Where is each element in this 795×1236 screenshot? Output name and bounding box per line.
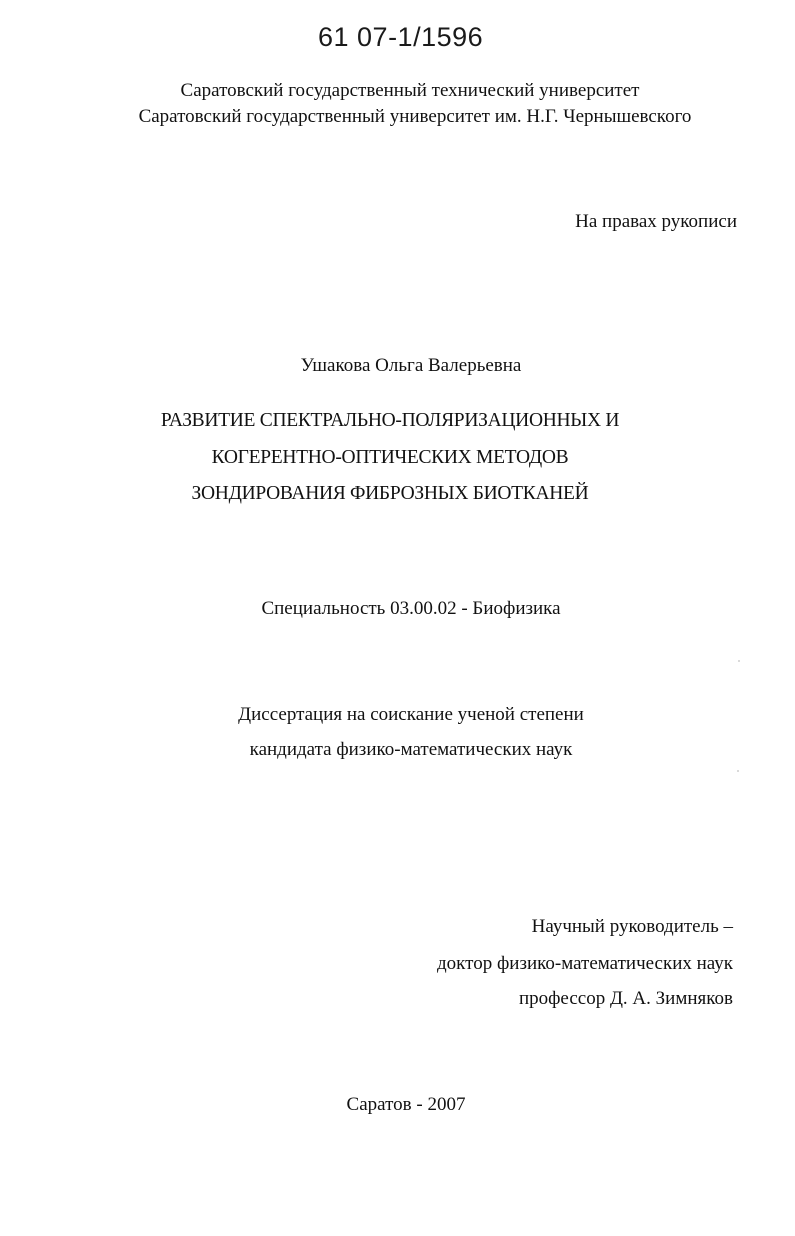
supervisor-degree: доктор физико-математических наук (437, 953, 733, 974)
thesis-title-line-2: КОГЕРЕНТНО-ОПТИЧЕСКИХ МЕТОДОВ (211, 447, 569, 468)
thesis-title-line-3: ЗОНДИРОВАНИЯ ФИБРОЗНЫХ БИОТКАНЕЙ (191, 483, 589, 504)
scan-speck (738, 660, 740, 662)
author-name: Ушакова Ольга Валерьевна (300, 355, 522, 376)
degree-line-1: Диссертация на соискание ученой степени (238, 704, 584, 725)
manuscript-rights-note: На правах рукописи (575, 211, 737, 232)
university-line-2: Саратовский государственный университет им. Н.Г. Чернышевского (138, 106, 692, 127)
registration-number: 61 07-1/1596 (318, 22, 484, 52)
specialty: Специальность 03.00.02 - Биофизика (261, 598, 561, 619)
degree-line-2: кандидата физико-математических наук (249, 739, 573, 760)
scan-speck (737, 770, 739, 772)
supervisor-name: профессор Д. А. Зимняков (518, 988, 733, 1009)
supervisor-role: Научный руководитель – (531, 916, 733, 937)
city-year: Саратов - 2007 (346, 1094, 466, 1115)
university-line-1: Саратовский государственный технический университет (180, 80, 640, 101)
thesis-title-line-1: РАЗВИТИЕ СПЕКТРАЛЬНО-ПОЛЯРИЗАЦИОННЫХ И (160, 410, 620, 431)
